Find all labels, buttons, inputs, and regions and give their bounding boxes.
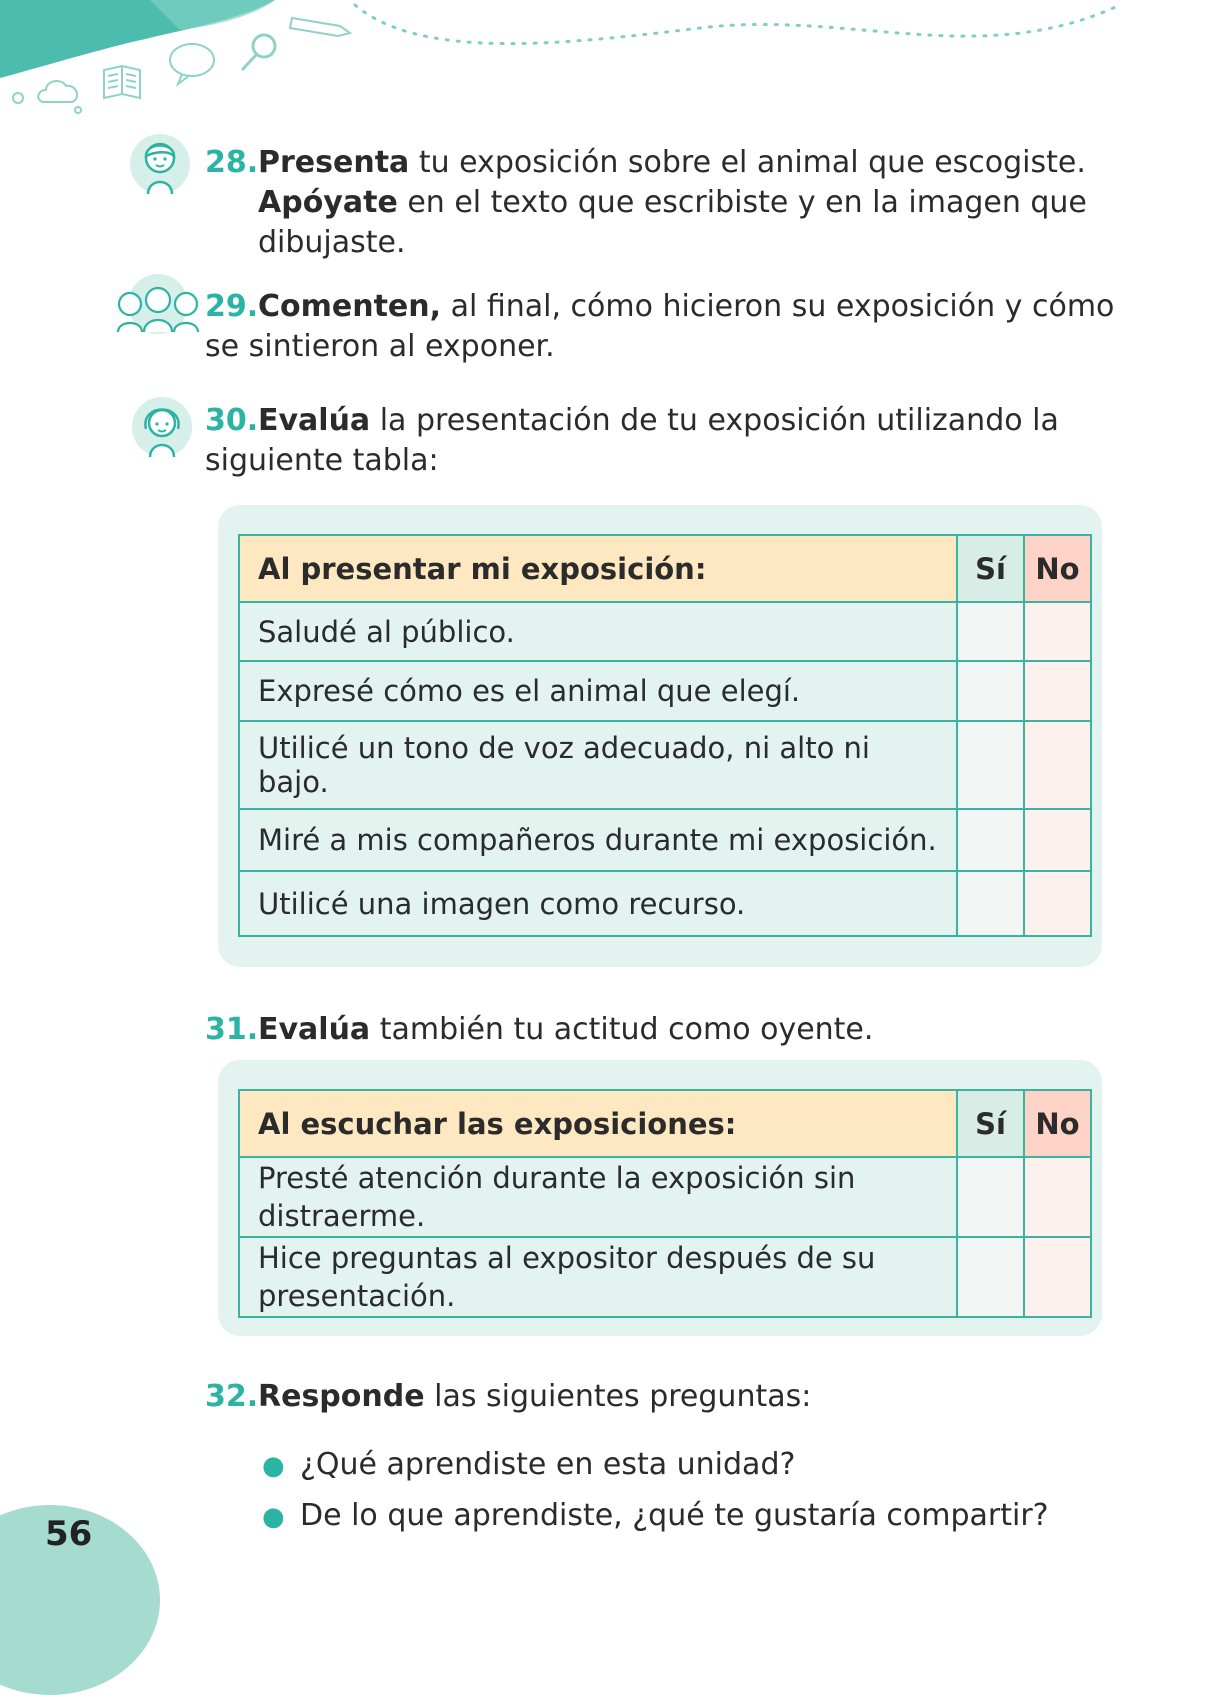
no-checkbox-cell[interactable]	[1024, 721, 1091, 809]
speech-bubble-icon	[170, 44, 214, 84]
question-32: 32.Responde las siguientes preguntas:	[205, 1377, 1125, 1417]
question-number: 30.	[205, 403, 259, 438]
table-row	[239, 809, 1091, 871]
yes-column-header: Sí	[957, 1090, 1024, 1157]
table-row	[239, 1237, 1091, 1317]
magnifier-icon	[242, 35, 275, 70]
no-column-header: No	[1024, 535, 1091, 602]
yes-checkbox-cell[interactable]	[957, 809, 1024, 871]
criterion-text: Hice preguntas al expositor después de su presentación.	[239, 1237, 957, 1317]
bullet-icon: ●	[262, 1451, 285, 1481]
listener-checklist-table	[238, 1089, 1092, 1318]
no-checkbox-cell[interactable]	[1024, 1237, 1091, 1317]
table-row	[239, 721, 1091, 809]
criterion-text: Saludé al público.	[239, 602, 957, 661]
no-checkbox-cell[interactable]	[1024, 661, 1091, 721]
table-row	[239, 602, 1091, 661]
table-header: Al escuchar las exposiciones:	[239, 1090, 957, 1157]
question-number: 32.	[205, 1379, 259, 1414]
table-header: Al presentar mi exposición:	[239, 535, 957, 602]
question-number: 28.	[205, 145, 259, 180]
girl-student-icon	[130, 393, 194, 461]
group-students-icon	[112, 270, 204, 338]
criterion-text: Utilicé un tono de voz adecuado, ni alto ni bajo.	[239, 721, 957, 809]
yes-checkbox-cell[interactable]	[957, 661, 1024, 721]
yes-checkbox-cell[interactable]	[957, 721, 1024, 809]
table-header-row	[239, 1090, 1091, 1157]
no-checkbox-cell[interactable]	[1024, 1157, 1091, 1237]
criterion-text: Presté atención durante la exposición sin distraerme.	[239, 1157, 957, 1237]
question-29: 29.Comenten, al final, cómo hicieron su exposición y cómo se sintieron al exponer.	[205, 289, 1115, 364]
yes-checkbox-cell[interactable]	[957, 1157, 1024, 1237]
table-row	[239, 661, 1091, 721]
criterion-text: Expresé cómo es el animal que elegí.	[239, 661, 957, 721]
yes-checkbox-cell[interactable]	[957, 602, 1024, 661]
no-checkbox-cell[interactable]	[1024, 871, 1091, 936]
question-28: 28.Presenta tu exposición sobre el animal que escogiste. Apóyate en el texto que escribiste y en la imagen que dibujaste.	[205, 145, 1087, 260]
book-icon	[104, 66, 140, 98]
no-checkbox-cell[interactable]	[1024, 602, 1091, 661]
cloud-icon	[13, 81, 81, 113]
bullet-icon: ●	[262, 1502, 285, 1532]
single-student-icon	[128, 130, 192, 198]
presentation-checklist-table	[238, 534, 1092, 937]
list-item: ● ¿Qué aprendiste en esta unidad?	[262, 1440, 1049, 1491]
criterion-text: Utilicé una imagen como recurso.	[239, 871, 957, 936]
no-column-header: No	[1024, 1090, 1091, 1157]
yes-column-header: Sí	[957, 535, 1024, 602]
table-header-row	[239, 535, 1091, 602]
header-decoration	[0, 0, 1215, 130]
question-list	[262, 1440, 1049, 1542]
table-row	[239, 871, 1091, 936]
page-number: 56	[45, 1514, 93, 1554]
table-row	[239, 1157, 1091, 1237]
pencil-icon	[290, 18, 350, 36]
no-checkbox-cell[interactable]	[1024, 809, 1091, 871]
list-item: ● De lo que aprendiste, ¿qué te gustaría compartir?	[262, 1491, 1049, 1542]
yes-checkbox-cell[interactable]	[957, 871, 1024, 936]
question-number: 29.	[205, 289, 259, 324]
question-31: 31.Evalúa también tu actitud como oyente.	[205, 1010, 1125, 1050]
yes-checkbox-cell[interactable]	[957, 1237, 1024, 1317]
question-number: 31.	[205, 1012, 259, 1047]
question-30: 30.Evalúa la presentación de tu exposición utilizando la siguiente tabla:	[205, 403, 1059, 478]
criterion-text: Miré a mis compañeros durante mi exposición.	[239, 809, 957, 871]
